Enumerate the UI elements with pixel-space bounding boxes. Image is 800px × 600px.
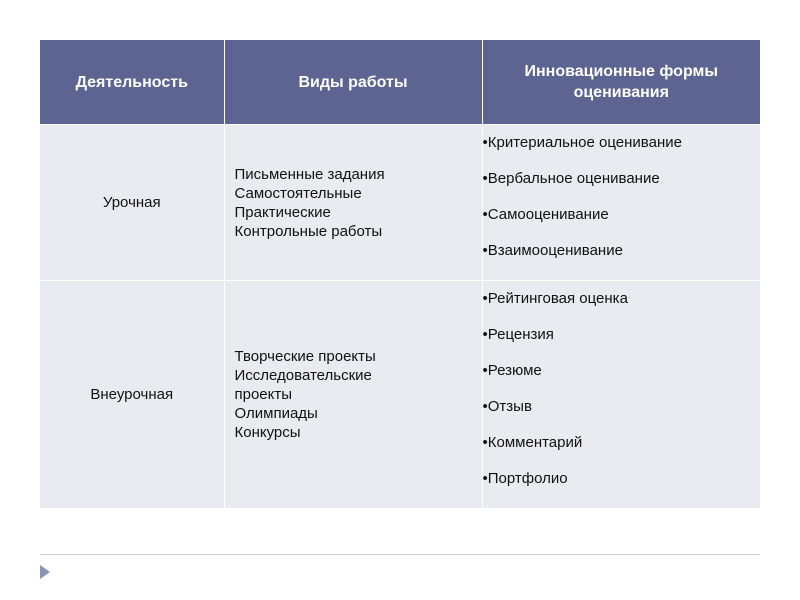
activity-cell: Внеурочная (40, 281, 224, 509)
bullet-icon: • (482, 290, 488, 307)
work-type-item: Письменные задания (234, 165, 385, 183)
bullet-icon: • (482, 470, 488, 487)
list-item (483, 133, 757, 169)
work-type-item: Исследовательские (234, 367, 372, 384)
assessment-forms-list (483, 281, 757, 505)
work-types-cell (224, 281, 482, 509)
work-type-item: проекты (234, 386, 293, 403)
header-work-types: Виды работы (224, 40, 482, 125)
list-item (483, 397, 757, 433)
form-label: Портфолио (487, 470, 568, 487)
bullet-icon: • (482, 206, 488, 223)
bullet-icon: • (482, 398, 488, 415)
work-type-item: Творческие проекты (234, 348, 376, 365)
list-item (483, 289, 757, 325)
bullet-icon: • (482, 362, 488, 379)
assessment-table (40, 40, 760, 508)
list-item (483, 433, 757, 469)
work-type-item: Конкурсы (234, 424, 301, 441)
work-types-cell (224, 125, 482, 281)
header-row (40, 40, 760, 125)
work-type-item: Олимпиады (234, 405, 318, 422)
list-item (483, 361, 757, 397)
bullet-icon: • (482, 434, 488, 451)
form-label: Рейтинговая оценка (487, 290, 628, 307)
triangle-right-icon (40, 565, 50, 579)
list-item (483, 205, 757, 241)
list-item (483, 169, 757, 205)
table-row (40, 125, 760, 281)
bullet-icon: • (482, 242, 488, 259)
assessment-forms-list (483, 125, 757, 277)
bullet-icon: • (482, 326, 488, 343)
footer-divider (40, 554, 760, 555)
form-label: Отзыв (487, 398, 532, 415)
assessment-forms-cell (482, 281, 760, 509)
form-label: Рецензия (487, 326, 554, 343)
work-type-item: Практические (234, 203, 331, 221)
bullet-icon: • (482, 134, 488, 151)
work-type-item: Самостоятельные (234, 184, 362, 202)
list-item (483, 325, 757, 361)
work-type-item: Контрольные работы (234, 222, 383, 240)
header-assessment-forms: Инновационные формы оценивания (482, 40, 760, 125)
form-label: Критериальное оценивание (487, 134, 682, 151)
form-label: Резюме (487, 362, 542, 379)
form-label: Взаимооценивание (487, 242, 623, 259)
form-label: Самооценивание (487, 206, 609, 223)
form-label: Вербальное оценивание (487, 170, 660, 187)
table-row (40, 281, 760, 509)
form-label: Комментарий (487, 434, 583, 451)
assessment-forms-cell (482, 125, 760, 281)
activity-cell: Урочная (40, 125, 224, 281)
bullet-icon: • (482, 170, 488, 187)
list-item (483, 241, 757, 277)
header-activity: Деятельность (40, 40, 224, 125)
list-item (483, 469, 757, 505)
